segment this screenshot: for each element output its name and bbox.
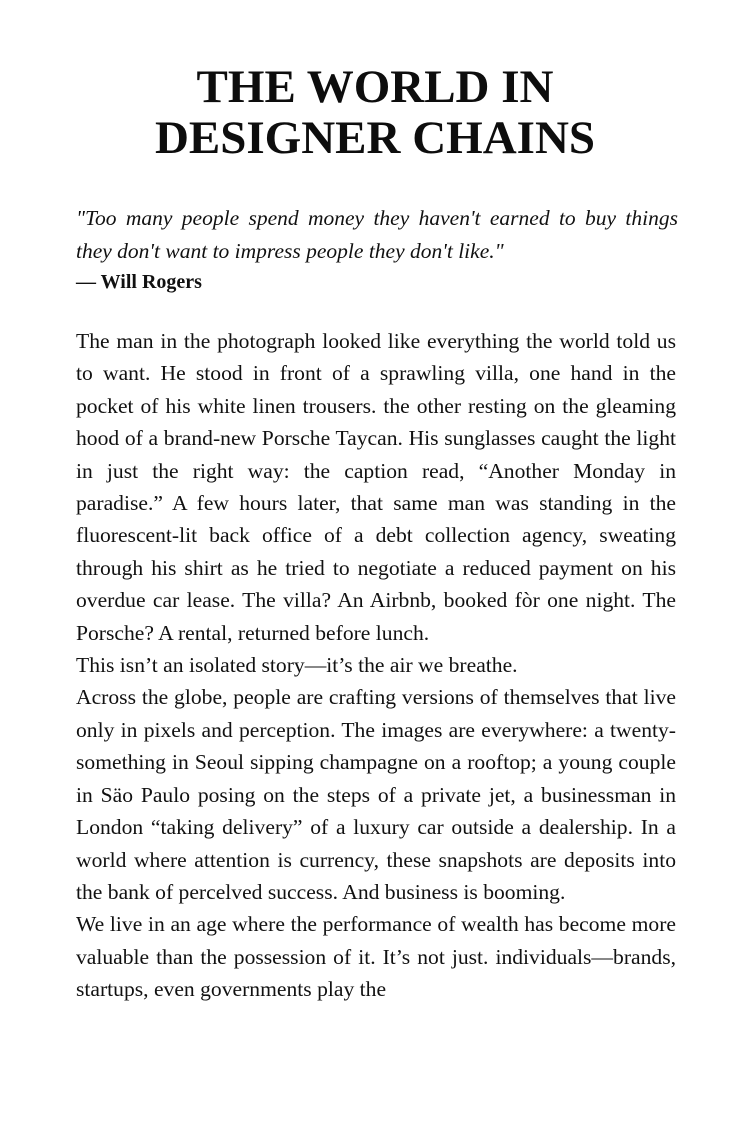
- epigraph-author: — Will Rogers: [76, 271, 202, 293]
- chapter-title-line-1: THE WORLD IN: [196, 61, 554, 113]
- epigraph-quote: "Too many people spend money they haven't earned to buy things they don't want to impress people they don't like.": [76, 206, 678, 263]
- chapter-title-line-2: DESIGNER CHAINS: [154, 112, 596, 164]
- paragraph-2: This isn’t an isolated story—it’s the air we breathe.: [76, 653, 518, 678]
- paragraph-1: The man in the photograph looked like everything the world told us to want. He stood in front of a sprawling villa, one hand in the pocket of his white linen trousers. the other resting on the gleaming hood of a brand-new Porsche Taycan. His sunglasses caught the light in just the right way: the caption read, “Another Monday in paradise.” A few hours later, that same man was standing in the fluorescent-lit back office of a debt collection agency, sweating through his shirt as he tried to negotiate a reduced payment on his overdue car lease. The villa? An Airbnb, booked fòr one night. The Porsche? A rental, returned before lunch.: [76, 329, 676, 645]
- chapter-title: [0, 62, 750, 164]
- paragraph-3: Across the globe, people are crafting versions of themselves that live only in pixels and perception. The images are everywhere: a twenty-something in Seoul sipping champagne on a rooftop; a young couple in Säo Paulo posing on the steps of a private jet, a businessman in London “taking delivery” of a luxury car outside a dealership. In a world where attention is currency, these snapshots are deposits into the bank of percelved success. And business is booming.: [76, 685, 676, 904]
- body-text: [76, 325, 676, 1006]
- paragraph-4: We live in an age where the performance of wealth has become more valuable than the possession of it. It’s not just. individuals—brands, startups, even governments play the: [76, 912, 676, 1002]
